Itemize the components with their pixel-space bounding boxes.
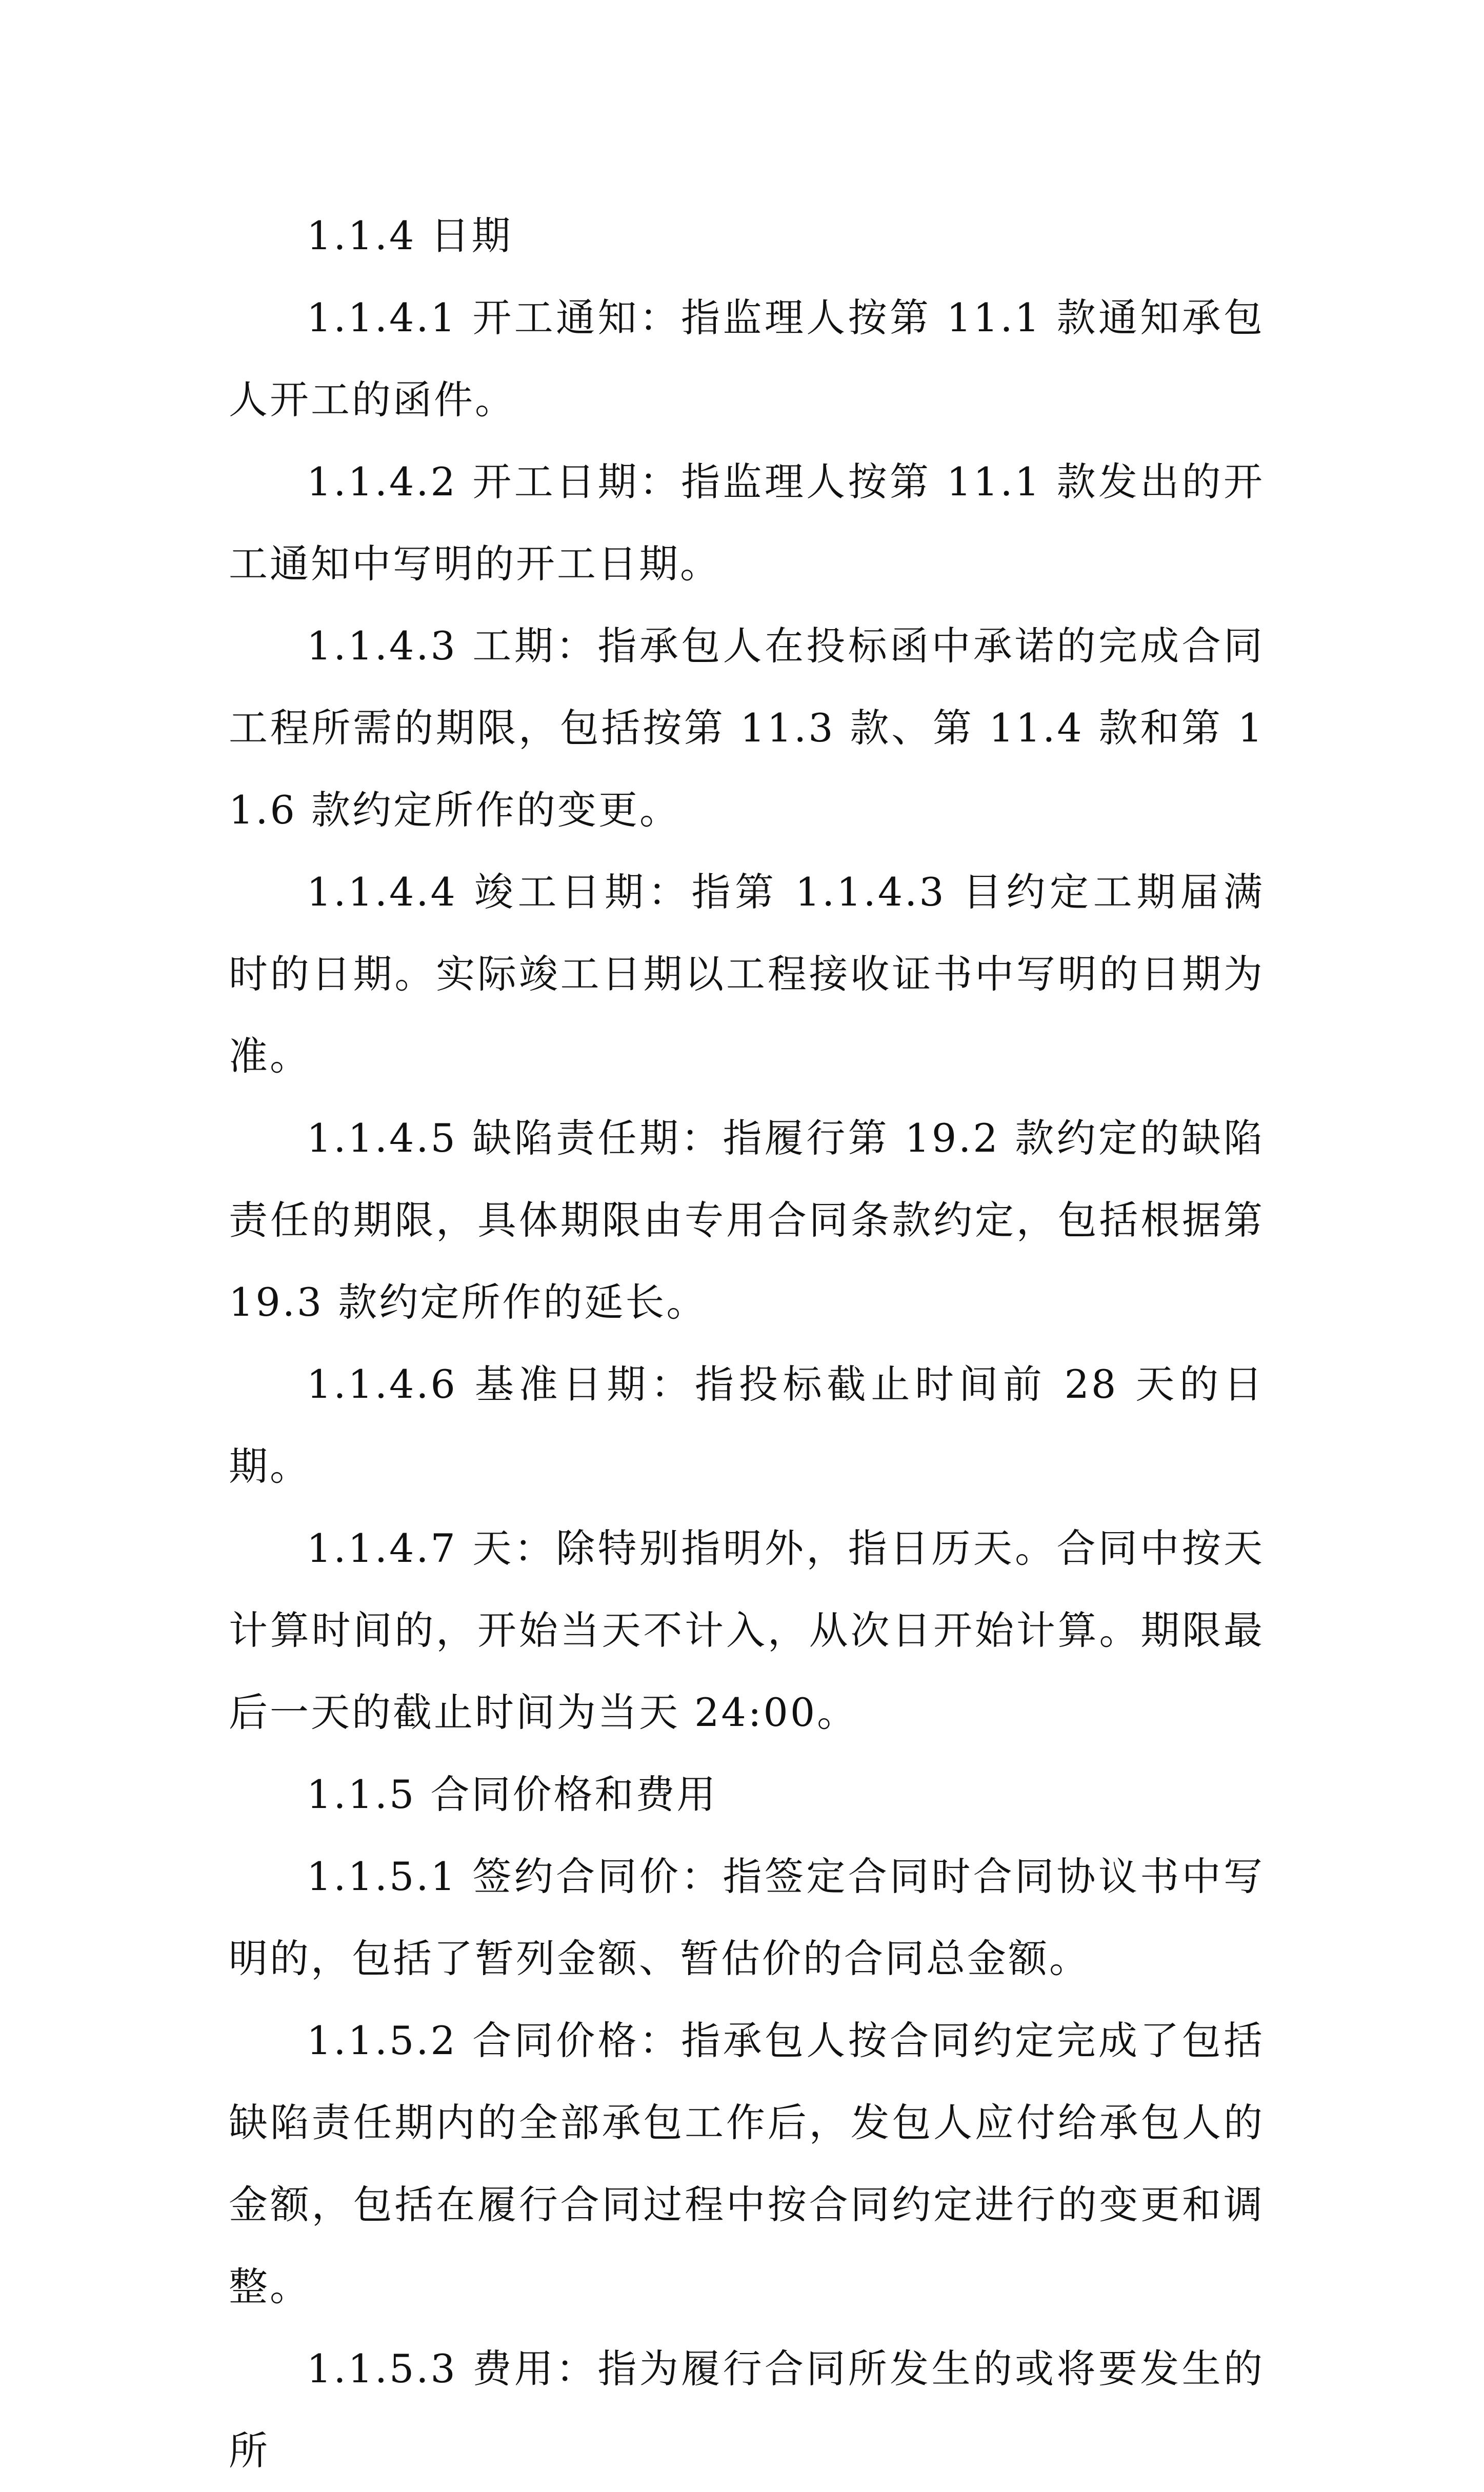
document-body — [229, 195, 1265, 2492]
clause-1-1-5-3: 1.1.5.3 费用：指为履行合同所发生的或将要发生的所 — [229, 2346, 1265, 2474]
clause-1-1-4-4: 1.1.4.4 竣工日期：指第 1.1.4.3 目约定工期届满时的日期。实际竣工日期以工程接收证书中写明的日期为准。 — [229, 869, 1265, 1079]
section-heading-1-1-5: 1.1.5 合同价格和费用 — [307, 1772, 718, 1817]
clause-1-1-5-1: 1.1.5.1 签约合同价：指签定合同时合同协议书中写明的，包括了暂列金额、暂估价的合同总金额。 — [229, 1854, 1265, 1981]
clause-1-1-4-3: 1.1.4.3 工期：指承包人在投标函中承诺的完成合同工程所需的期限，包括按第 11.3 款、第 11.4 款和第 11.6 款约定所作的变更。 — [229, 623, 1265, 833]
clause-1-1-4-5: 1.1.4.5 缺陷责任期：指履行第 19.2 款约定的缺陷责任的期限，具体期限由专用合同条款约定，包括根据第 19.3 款约定所作的延长。 — [229, 1115, 1265, 1325]
clause-1-1-5-2: 1.1.5.2 合同价格：指承包人按合同约定完成了包括缺陷责任期内的全部承包工作后，发包人应付给承包人的金额，包括在履行合同过程中按合同约定进行的变更和调整。 — [229, 2018, 1265, 2309]
clause-1-1-4-6: 1.1.4.6 基准日期：指投标截止时间前 28 天的日期。 — [229, 1361, 1265, 1489]
section-heading-1-1-4: 1.1.4 日期 — [307, 213, 513, 258]
clause-1-1-4-2: 1.1.4.2 开工日期：指监理人按第 11.1 款发出的开工通知中写明的开工日期。 — [229, 459, 1265, 587]
clause-1-1-4-7: 1.1.4.7 天：除特别指明外，指日历天。合同中按天计算时间的，开始当天不计入，从次日开始计算。期限最后一天的截止时间为当天 24:00。 — [229, 1525, 1265, 1735]
clause-1-1-4-1: 1.1.4.1 开工通知：指监理人按第 11.1 款通知承包人开工的函件。 — [229, 295, 1265, 423]
